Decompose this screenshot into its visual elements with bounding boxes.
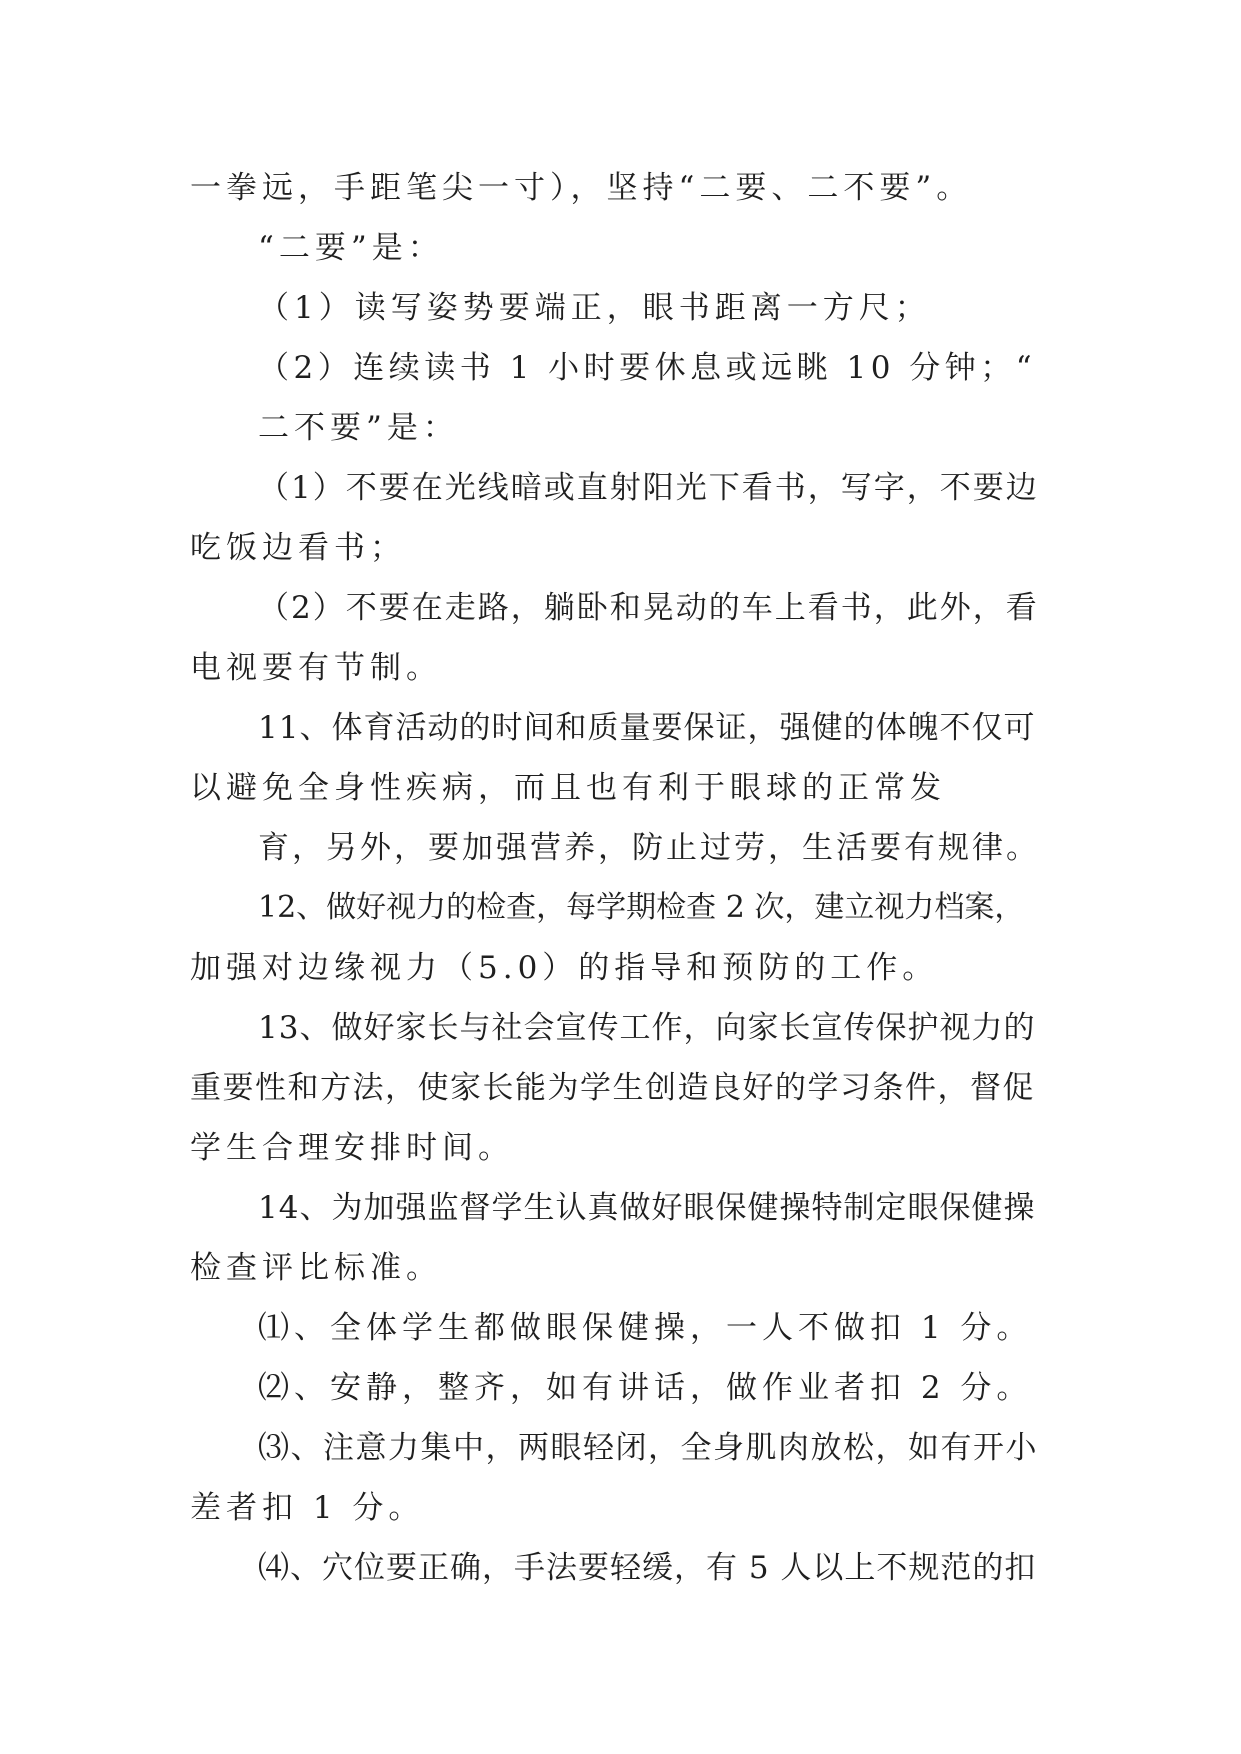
text-line: 育，另外，要加强营养，防止过劳，生活要有规律。 xyxy=(258,830,1040,866)
text-line: ⑵、安静，整齐，如有讲话，做作业者扣 2 分。 xyxy=(258,1370,1033,1406)
text-line: 检查评比标准。 xyxy=(190,1250,442,1286)
text-line: （2）连续读书 1 小时要休息或远眺 10 分钟；“ xyxy=(258,350,1037,386)
text-line: 11、体育活动的时间和质量要保证，强健的体魄不仅可 xyxy=(258,710,1036,746)
text-line: （2）不要在走路，躺卧和晃动的车上看书，此外，看 xyxy=(258,590,1039,626)
text-line: 吃饭边看书； xyxy=(190,530,406,566)
text-line: 重要性和方法，使家长能为学生创造良好的学习条件，督促 xyxy=(190,1070,1035,1106)
text-line: 14、为加强监督学生认真做好眼保健操特制定眼保健操 xyxy=(258,1190,1036,1226)
text-line: 12、做好视力的检查，每学期检查 2 次，建立视力档案， xyxy=(258,890,1025,925)
text-line: ⑴、全体学生都做眼保健操，一人不做扣 1 分。 xyxy=(258,1310,1033,1346)
text-line: 13、做好家长与社会宣传工作，向家长宣传保护视力的 xyxy=(258,1010,1036,1046)
text-line: ⑶、注意力集中，两眼轻闭，全身肌肉放松，如有开小 xyxy=(258,1430,1038,1466)
text-line: 加强对边缘视力（5.0）的指导和预防的工作。 xyxy=(190,950,939,986)
text-line: 电视要有节制。 xyxy=(190,650,442,686)
text-line: ⑷、穴位要正确，手法要轻缓，有 5 人以上不规范的扣 xyxy=(258,1550,1037,1586)
text-line: 二不要”是： xyxy=(258,410,459,446)
text-line: 学生合理安排时间。 xyxy=(190,1130,514,1166)
text-line: 一拳远，手距笔尖一寸），坚持“二要、二不要”。 xyxy=(190,170,973,206)
text-line: 差者扣 1 分。 xyxy=(190,1490,425,1526)
text-line: “二要”是： xyxy=(258,230,444,266)
text-line: （1）读写姿势要端正，眼书距离一方尺； xyxy=(258,290,931,326)
text-line: （1）不要在光线暗或直射阳光下看书，写字，不要边 xyxy=(258,470,1039,506)
text-line: 以避免全身性疾病，而且也有利于眼球的正常发 xyxy=(190,770,946,806)
